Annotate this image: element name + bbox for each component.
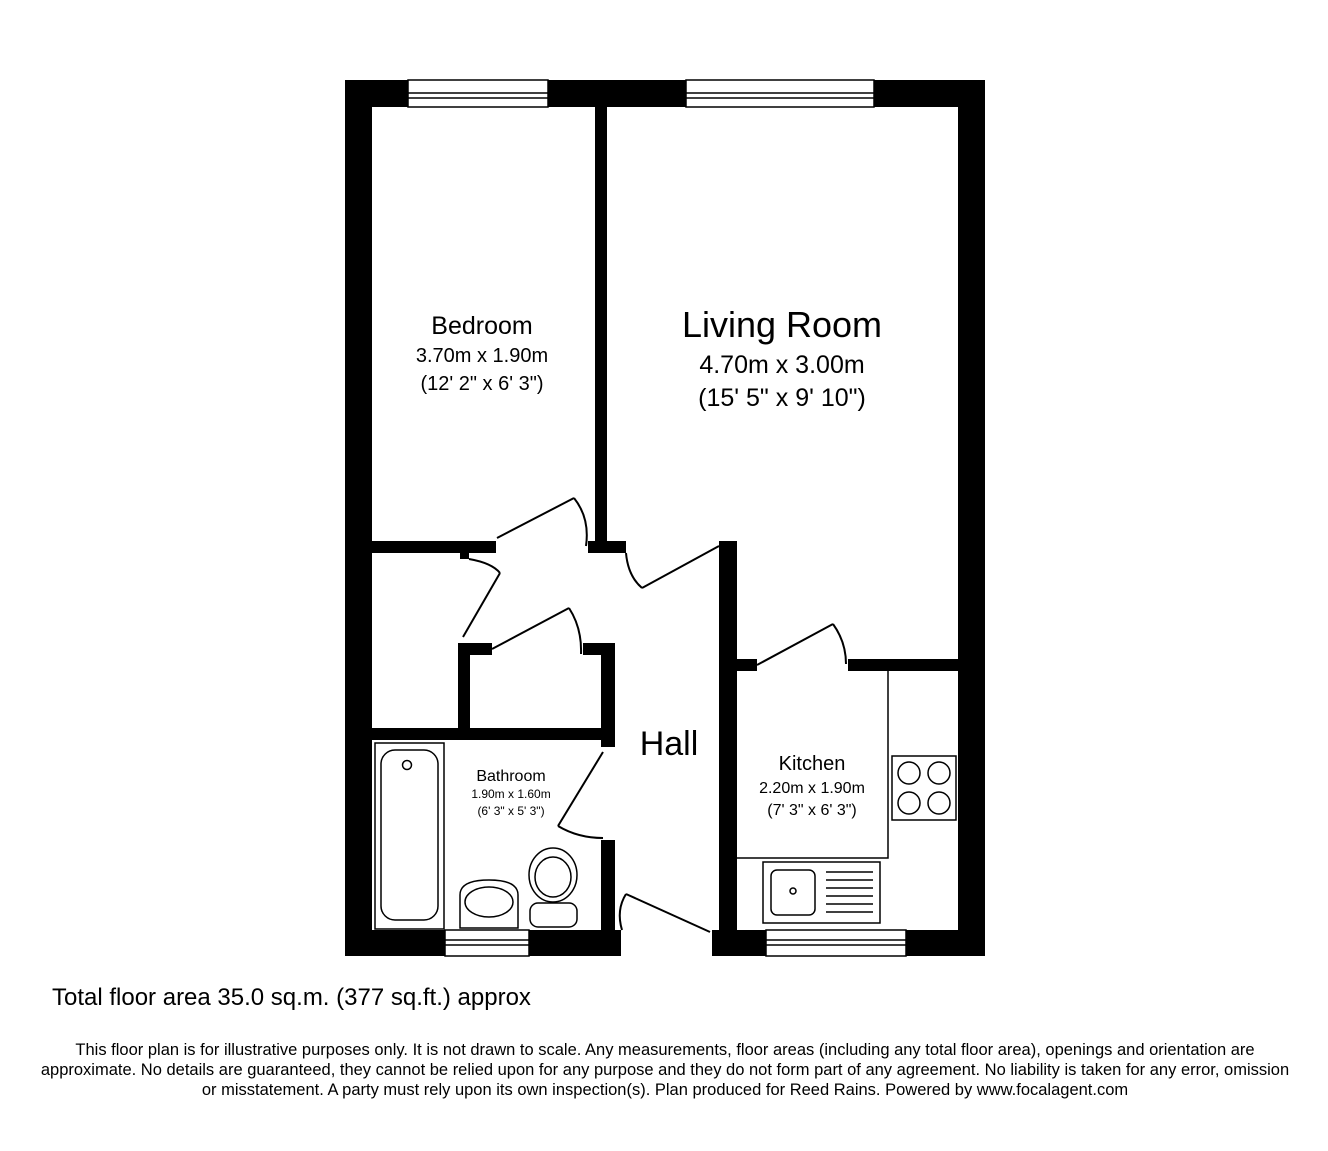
bathroom-imperial: (6' 3" x 5' 3") xyxy=(477,804,545,818)
wall-bedroom-bottom-b xyxy=(588,541,626,553)
hob-icon xyxy=(892,756,956,820)
cupboard-door xyxy=(492,608,581,654)
kitchen-window xyxy=(766,930,906,956)
wall-bedroom-living xyxy=(595,107,607,550)
disclaimer: This floor plan is for illustrative purposes only. It is not drawn to scale. Any measurements, floor areas (including any total floor area), openings and orientation are approximate. No details are guaranteed, they cannot be relied upon for any purpose and they do not form part of any agreement. No liability is taken for any error, omission or misstatement. A party must rely upon its own inspection(s). Plan produced for Reed Rains. Powered by www.focalagent.com xyxy=(40,1041,1290,1099)
living-room-name: Living Room xyxy=(681,304,883,345)
closet-door xyxy=(463,559,500,637)
bedroom-window xyxy=(408,80,548,107)
wall-cupboard-top-a xyxy=(458,643,492,655)
toilet-icon xyxy=(529,848,577,927)
wall-bathroom-top xyxy=(372,728,615,740)
sink-icon xyxy=(460,880,518,928)
living-room-window xyxy=(686,80,874,107)
kitchen-name: Kitchen xyxy=(778,753,846,775)
wall-right xyxy=(958,80,985,956)
interior-walls xyxy=(372,107,958,930)
bedroom-door xyxy=(497,498,587,546)
kitchen-imperial: (7' 3" x 6' 3") xyxy=(767,802,857,819)
kitchen-sink-icon xyxy=(763,862,880,923)
kitchen-door xyxy=(757,624,846,665)
front-door xyxy=(620,894,710,932)
bathroom-door xyxy=(558,752,603,838)
bathroom-name: Bathroom xyxy=(476,768,546,785)
wall-bedroom-bottom-a xyxy=(372,541,496,553)
wall-stub xyxy=(460,553,469,559)
kitchen-fixtures xyxy=(737,671,956,923)
kitchen-metric: 2.20m x 1.90m xyxy=(759,780,865,797)
bedroom-imperial: (12' 2" x 6' 3") xyxy=(420,373,544,395)
bedroom-name: Bedroom xyxy=(431,312,533,340)
hall-name: Hall xyxy=(639,725,699,763)
bathroom-window xyxy=(445,930,529,956)
wall-bathroom-right xyxy=(601,840,615,930)
bedroom-metric: 3.70m x 1.90m xyxy=(415,345,549,367)
doors xyxy=(463,498,846,932)
outer-walls xyxy=(345,80,985,956)
bathtub-icon xyxy=(375,743,444,929)
living-room-door xyxy=(626,546,719,588)
wall-cupboard-left xyxy=(458,643,470,728)
bathroom-metric: 1.90m x 1.60m xyxy=(471,787,551,801)
wall-kitchen-top-b xyxy=(848,659,958,671)
wall-kitchen-top-a xyxy=(737,659,757,671)
total-floor-area: Total floor area 35.0 sq.m. (377 sq.ft.) approx xyxy=(52,984,531,1011)
room-labels xyxy=(416,304,882,819)
wall-hall-right xyxy=(719,541,737,930)
living-room-metric: 4.70m x 3.00m xyxy=(699,351,865,379)
living-room-imperial: (15' 5" x 9' 10") xyxy=(698,384,866,412)
windows xyxy=(408,80,906,956)
wall-left xyxy=(345,80,372,956)
